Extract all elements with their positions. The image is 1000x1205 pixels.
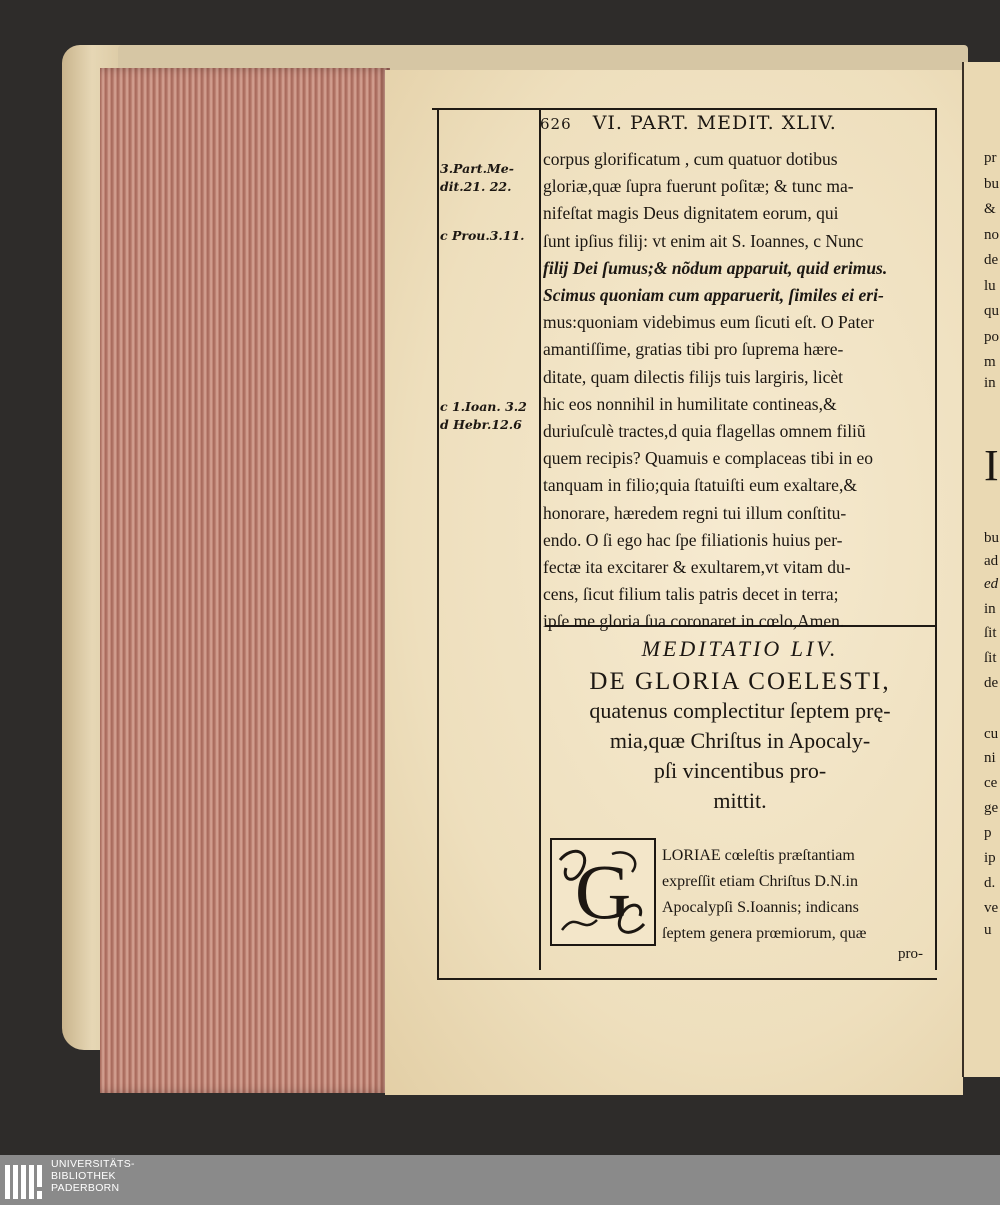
right-page-fragment: de xyxy=(984,675,999,691)
right-page-fragment: ip xyxy=(984,850,996,866)
margin-rule-left xyxy=(437,110,439,980)
text-line: filij Dei ſumus;& nõdum apparuit, quid erimus. xyxy=(543,257,888,278)
meditation-subtitle-line: mittit. xyxy=(713,788,767,813)
right-page-fragment: in xyxy=(984,601,996,617)
meditation-subtitle-line: quatenus complectitur ſeptem prę- xyxy=(589,698,891,723)
margin-rule-right xyxy=(935,110,937,970)
text-line: Apocalypſi S.Ioannis; indicans xyxy=(662,899,859,916)
text-line: gloriæ,quæ ſupra fuerunt poſitæ; & tunc ma- xyxy=(543,176,854,197)
right-page-fragment: m xyxy=(984,354,996,370)
text-line: ſeptem genera prœmiorum, quæ xyxy=(662,925,867,942)
right-page-fragment: lu xyxy=(984,278,996,294)
text-line: duriuſculè tractes,d quia flagellas omnem filiũ xyxy=(543,421,866,442)
right-page-fragment: qu xyxy=(984,303,999,319)
library-logo-icon xyxy=(4,1161,46,1201)
page-fore-edge xyxy=(100,68,390,1093)
right-page-fragment: ge xyxy=(984,800,999,816)
margin-note: c 1.Ioan. 3.2 d Hebr.12.6 xyxy=(440,399,527,432)
text-line: LORIAE cœleſtis præſtantiam xyxy=(662,847,855,864)
right-page-fragment: I xyxy=(984,441,999,490)
body-text xyxy=(543,146,935,636)
right-page-fragment: po xyxy=(984,329,999,345)
margin-note: 3.Part.Me- dit.21. 22. xyxy=(440,161,514,194)
text-line: amantiſſime, gratias tibi pro ſuprema hære- xyxy=(543,339,844,360)
text-line: corpus glorificatum , cum quatuor dotibus xyxy=(543,149,838,169)
right-page-fragment: ed xyxy=(984,576,999,592)
right-page-fragment: ve xyxy=(984,900,999,916)
text-line: tanquam in filio;quia ſtatuiſti eum exaltare,& xyxy=(543,475,857,496)
text-line: endo. O ſi ego hac ſpe filiationis huius per- xyxy=(543,529,843,550)
catchword: pro- xyxy=(898,946,923,962)
right-page-fragment: u xyxy=(984,922,992,938)
page-number: 626 xyxy=(540,115,572,133)
right-page-fragment: ni xyxy=(984,750,996,766)
text-line: nifeſtat magis Deus dignitatem eorum, qui xyxy=(543,203,839,224)
text-line: quem recipis? Quamuis e complaceas tibi in eo xyxy=(543,448,873,469)
text-line: cens, ſicut filium talis patris decet in terra; xyxy=(543,584,839,605)
text-line: Scimus quoniam cum apparuerit, ſimiles ei eri- xyxy=(543,285,884,306)
lead-text xyxy=(662,843,937,947)
right-page-fragment: bu xyxy=(984,530,999,546)
right-page-fragment: pr xyxy=(984,150,997,166)
right-page-fragment: bu xyxy=(984,176,999,192)
text-line: ditate, quam dilectis filijs tuis largiris, licèt xyxy=(543,366,844,387)
right-page-fragment: ce xyxy=(984,775,998,791)
right-page-fragment: p xyxy=(984,825,992,841)
text-line: ipſe me gloria ſua coronaret in cœlo,Amen. xyxy=(543,611,845,632)
text-line: expreſſit etiam Chriſtus D.N.in xyxy=(662,873,858,890)
meditation-title: DE GLORIA COELESTI, xyxy=(589,668,891,695)
right-page-fragment: cu xyxy=(984,726,999,742)
text-line: ſunt ipſius filij: vt enim ait S. Ioannes, c Nunc xyxy=(543,230,864,251)
right-page-fragment: d. xyxy=(984,875,996,891)
text-line: mus:quoniam videbimus eum ſicuti eſt. O Pater xyxy=(543,312,874,333)
meditation-subtitle-line: mia,quæ Chriſtus in Apocaly- xyxy=(609,728,871,753)
margin-note: c Prou.3.11. xyxy=(440,228,525,243)
decorated-initial xyxy=(550,838,656,946)
meditation-subtitle-line: pſi vincentibus pro- xyxy=(653,758,827,783)
page-frame-bottom-rule xyxy=(437,978,937,980)
library-banner xyxy=(0,1155,1000,1205)
meditation-heading xyxy=(545,636,935,816)
meditation-number: MEDITATIO LIV. xyxy=(641,636,839,661)
running-head-title: VI. PART. MEDIT. XLIV. xyxy=(592,112,837,134)
running-head xyxy=(540,112,935,134)
right-page-fragment: ſit xyxy=(984,650,997,666)
text-line: honorare, hæredem regni tui illum conſtitu- xyxy=(543,502,847,523)
right-page-fragment: de xyxy=(984,252,999,268)
text-line: hic eos nonnihil in humilitate contineas,& xyxy=(543,393,837,414)
right-page-fragment: ſit xyxy=(984,625,997,641)
right-page-fragment: no xyxy=(984,227,999,243)
right-page-fragment: in xyxy=(984,375,996,391)
text-line: fectæ ita excitarer & exultarem,vt vitam du- xyxy=(543,557,851,578)
right-page-fragment: ad xyxy=(984,553,999,569)
margin-rule-inner xyxy=(539,110,541,970)
library-name: UNIVERSITÄTS- BIBLIOTHEK PADERBORN xyxy=(51,1158,135,1194)
initial-letter: G xyxy=(574,848,632,935)
right-page-fragment: & xyxy=(984,201,996,217)
